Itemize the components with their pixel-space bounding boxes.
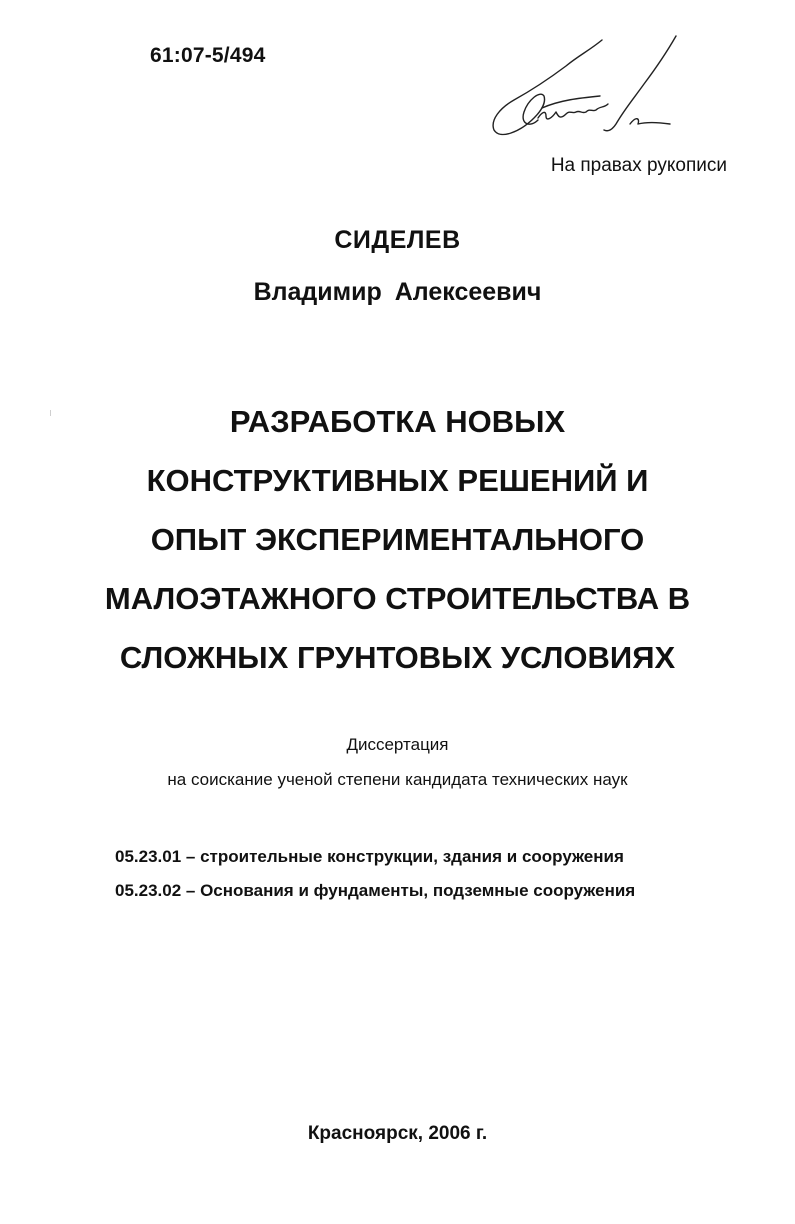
title-line: СЛОЖНЫХ ГРУНТОВЫХ УСЛОВИЯХ (119, 640, 676, 675)
title-line: КОНСТРУКТИВНЫХ РЕШЕНИЙ И (146, 463, 649, 498)
specialty-item: 05.23.01 – строительные конструкции, здания и сооружения (115, 847, 624, 866)
title-line: РАЗРАБОТКА НОВЫХ (229, 404, 566, 439)
author-name: Владимир Алексеевич (253, 278, 542, 306)
place-year: Красноярск, 2006 г. (307, 1123, 488, 1144)
author-surname: СИДЕЛЕВ (334, 226, 461, 254)
dissertation-title (40, 392, 755, 687)
manuscript-rights-note: На правах рукописи (550, 155, 727, 176)
degree-description: на соискание ученой степени кандидата технических наук (167, 770, 628, 789)
title-line: МАЛОЭТАЖНОГО СТРОИТЕЛЬСТВА В (104, 581, 691, 616)
scan-mark (50, 410, 51, 416)
dissertation-type: Диссертация (346, 735, 449, 754)
specialty-item: 05.23.02 – Основания и фундаменты, подземные сооружения (115, 881, 636, 900)
specialties-list (115, 840, 635, 908)
signature (480, 28, 680, 148)
document-code: 61:07-5/494 (150, 44, 266, 67)
title-line: ОПЫТ ЭКСПЕРИМЕНТАЛЬНОГО (150, 522, 645, 557)
